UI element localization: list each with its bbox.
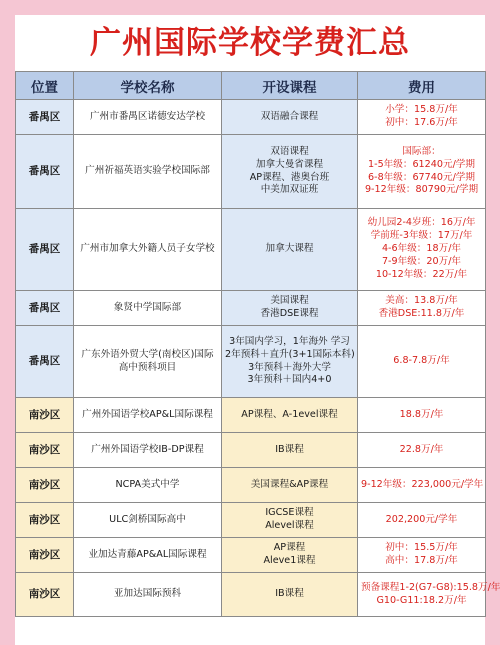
fee-line: 22.8万/年: [399, 443, 444, 455]
page-title: 广州国际学校学费汇总: [90, 25, 410, 61]
school-name-cell: 广州外国语学校IB-DP课程: [74, 433, 222, 468]
fee-line: 7-9年级：20万/年: [381, 255, 462, 267]
fee-line: 幼儿园2-4岁班：16万/年: [367, 217, 476, 229]
district-cell: 南沙区: [16, 573, 74, 617]
fee-cell: [358, 326, 486, 398]
course-line: AP课程、A-1evel课程: [241, 408, 338, 420]
district-cell: 南沙区: [16, 503, 74, 538]
fee-cell: [358, 503, 486, 538]
district-cell: 番禺区: [16, 326, 74, 398]
fee-cell: [358, 433, 486, 468]
fee-cell: [358, 100, 486, 135]
fee-cell: [358, 291, 486, 326]
fee-table: [15, 71, 500, 617]
table-header-row: [16, 72, 486, 100]
course-cell: [222, 503, 358, 538]
course-line: Aleve1课程: [263, 555, 316, 566]
table-row: [16, 135, 486, 209]
table-row: [16, 209, 486, 291]
table-row: [16, 433, 486, 468]
fee-line: 6-8年级：67740元/学期: [368, 171, 475, 183]
fee-line: 4-6年级：18万/年: [381, 243, 462, 255]
school-name-cell: 业加达青藤AP&AL国际课程: [74, 538, 222, 573]
course-cell: [222, 433, 358, 468]
course-line: 2年预科＋直升(3+1国际本科): [225, 348, 355, 360]
school-name-cell: 广州市番禺区诺德安达学校: [74, 100, 222, 135]
school-name-cell: 象贤中学国际部: [74, 291, 222, 326]
school-name-cell: ULC剑桥国际高中: [74, 503, 222, 538]
course-line: AP课程、港奥台班: [249, 171, 330, 183]
district-cell: 番禺区: [16, 291, 74, 326]
course-line: IB课程: [275, 443, 304, 455]
fee-line: 学前班-3年级：17万/年: [370, 230, 473, 242]
district-cell: 南沙区: [16, 398, 74, 433]
course-line: AP课程: [273, 542, 306, 554]
course-cell: [222, 538, 358, 573]
school-name-cell: 亚加达国际预科: [74, 573, 222, 617]
school-name-cell: 广州外国语学校AP&L国际课程: [74, 398, 222, 433]
course-line: 3年国内学习，1年海外 学习: [229, 335, 350, 347]
fee-line: 202,200元/学年: [385, 513, 458, 525]
fee-line: 初中：17.6万/年: [385, 117, 458, 128]
fee-cell: [358, 135, 486, 209]
fee-cell: [358, 538, 486, 573]
header-fee: 费用: [358, 72, 486, 100]
course-line: 加拿大曼省课程: [255, 158, 324, 170]
fee-line: 18.8万/年: [399, 408, 444, 420]
course-line: 3年预科＋海外大学: [248, 361, 331, 373]
table-row: [16, 398, 486, 433]
table-row: [16, 538, 486, 573]
fee-line: 1-5年级：61240元/学期: [368, 158, 475, 170]
table-row: [16, 503, 486, 538]
course-cell: [222, 468, 358, 503]
fee-cell: [358, 209, 486, 291]
fee-line: 初中：15.5万/年: [385, 542, 458, 554]
school-name-cell: 广东外语外贸大学(南校区)国际高中预科项目: [74, 326, 222, 398]
school-name-cell: 广州市加拿大外籍人员子女学校: [74, 209, 222, 291]
fee-line: 香港DSE:11.8万/年: [378, 308, 465, 319]
course-cell: [222, 291, 358, 326]
course-line: 美国课程: [270, 295, 309, 307]
fee-line: 9-12年级：223,000元/学年: [361, 478, 484, 490]
course-line: 香港DSE课程: [260, 308, 319, 319]
course-line: Alevel课程: [265, 520, 314, 531]
course-cell: [222, 135, 358, 209]
course-cell: [222, 573, 358, 617]
fee-line: 小学：15.8万/年: [385, 104, 458, 116]
school-name-cell: 广州祈福英语实验学校国际部: [74, 135, 222, 209]
fee-line: 美高：13.8万/年: [385, 295, 458, 307]
header-school: 学校名称: [74, 72, 222, 100]
header-district: 位置: [16, 72, 74, 100]
fee-sheet: [15, 15, 500, 645]
district-cell: 番禺区: [16, 135, 74, 209]
course-cell: [222, 209, 358, 291]
district-cell: 南沙区: [16, 468, 74, 503]
course-cell: [222, 326, 358, 398]
district-cell: 南沙区: [16, 538, 74, 573]
fee-cell: [358, 468, 486, 503]
table-row: [16, 468, 486, 503]
fee-line: 9-12年级：80790元/学期: [364, 184, 479, 196]
table-row: [16, 573, 486, 617]
header-course: 开设课程: [222, 72, 358, 100]
fee-line: 10-12年级：22万/年: [375, 268, 468, 280]
district-cell: 番禺区: [16, 209, 74, 291]
fee-line: 国际部：: [402, 145, 441, 157]
fee-line: 预备课程1-2(G7-G8):15.8万/年: [361, 581, 500, 593]
course-line: IB课程: [275, 588, 304, 600]
fee-line: 高中：17.8万/年: [385, 555, 458, 566]
course-line: 3年预科＋国内4+0: [247, 374, 332, 386]
table-row: [16, 100, 486, 135]
fee-line: 6.8-7.8万/年: [393, 355, 450, 367]
course-cell: [222, 100, 358, 135]
table-row: [16, 326, 486, 398]
fee-cell: [358, 573, 500, 617]
course-cell: [222, 398, 358, 433]
course-line: 双语融合课程: [260, 110, 319, 122]
course-line: 双语课程: [270, 145, 309, 157]
district-cell: 番禺区: [16, 100, 74, 135]
course-line: 加拿大课程: [265, 243, 314, 255]
course-line: 美国课程&AP课程: [250, 478, 329, 490]
course-line: IGCSE课程: [265, 507, 314, 519]
school-name-cell: NCPA美式中学: [74, 468, 222, 503]
table-row: [16, 291, 486, 326]
course-line: 中美加双证班: [260, 184, 319, 196]
district-cell: 南沙区: [16, 433, 74, 468]
fee-cell: [358, 398, 486, 433]
fee-line: G10-G11:18.2万/年: [376, 594, 467, 606]
